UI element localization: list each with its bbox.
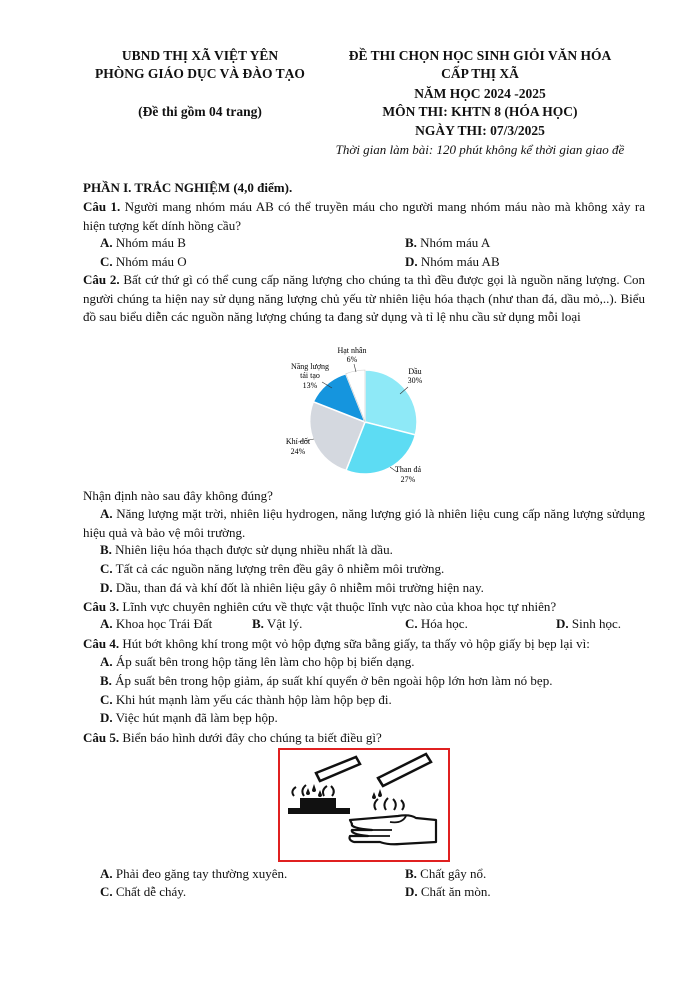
q2-option-d-label: D. bbox=[100, 580, 113, 595]
corrosive-icon bbox=[280, 750, 448, 860]
q3-option-b-text: Vật lý. bbox=[263, 616, 303, 631]
q5-option-b-text: Chất gây nổ. bbox=[416, 866, 487, 881]
question-3-number: Câu 3. bbox=[83, 599, 120, 614]
question-4-number: Câu 4. bbox=[83, 636, 120, 651]
question-2-text: Bất cứ thứ gì có thể cung cấp năng lượng cho chúng ta thì đều được gọi là nguồn năng lượng. Con người chúng ta hiện nay sử dụng năng lượng chủ yếu từ nhiên liệu hóa thạch (như than đá, dầu mỏ,..). Biểu đồ sau biểu diễn các nguồn năng lượng chúng ta đang sử dụng và tỉ lệ nhu cầu sử dụng mỗi loại bbox=[83, 272, 645, 324]
label-nltt-line1: Năng lượng bbox=[290, 362, 330, 371]
q5-option-a-text: Phải đeo găng tay thường xuyên. bbox=[112, 866, 288, 881]
label-than-da: Than đá bbox=[395, 465, 421, 474]
energy-pie-chart bbox=[270, 342, 440, 490]
header-right-line5: NGÀY THI: 07/3/2025 bbox=[415, 123, 545, 138]
question-5 bbox=[83, 729, 645, 748]
q4-option-d-text: Việc hút mạnh đã làm bẹp hộp. bbox=[112, 710, 278, 725]
q1-option-c-label: C. bbox=[100, 254, 113, 269]
q5-option-d-text: Chất ăn mòn. bbox=[417, 884, 491, 899]
q3-option-d-text: Sinh học. bbox=[568, 616, 622, 631]
question-5-number: Câu 5. bbox=[83, 730, 120, 745]
question-2-number: Câu 2. bbox=[83, 272, 120, 287]
corrosive-sign bbox=[278, 748, 450, 862]
question-3-text: Lĩnh vực chuyên nghiên cứu về thực vật thuộc lĩnh vực nào của khoa học tự nhiên? bbox=[119, 599, 557, 614]
question-4-text: Hút bớt không khí trong một vỏ hộp đựng sữa bằng giấy, ta thấy vỏ hộp giấy bị bẹp lại vì: bbox=[119, 636, 590, 651]
q4-option-a-label: A. bbox=[100, 654, 113, 669]
q1-option-b-text: Nhóm máu A bbox=[416, 235, 491, 250]
q4-option-b-label: B. bbox=[100, 673, 112, 688]
q3-option-d-label: D. bbox=[556, 616, 569, 631]
q2-option-d[interactable] bbox=[100, 580, 484, 596]
label-nltt-line2: tái tạo bbox=[300, 371, 320, 380]
q2-option-b-text: Nhiên liệu hóa thạch được sử dụng nhiều nhất là dầu. bbox=[111, 542, 393, 557]
label-than-da-pct: 27% bbox=[400, 475, 416, 484]
q3-option-c-label: C. bbox=[405, 616, 418, 631]
q2-option-a-label: A. bbox=[100, 506, 113, 521]
header-right-line3: NĂM HỌC 2024 -2025 bbox=[414, 86, 546, 101]
q4-option-a-text: Áp suất bên trong hộp tăng lên làm cho hộp bị biến dạng. bbox=[112, 654, 415, 669]
q5-option-b-label: B. bbox=[405, 866, 417, 881]
question-1 bbox=[83, 198, 645, 235]
label-hat-nhan: Hạt nhân bbox=[337, 346, 367, 355]
label-khi-dot: Khí đốt bbox=[285, 437, 311, 446]
label-hat-nhan-pct: 6% bbox=[346, 355, 358, 364]
q5-option-c[interactable] bbox=[100, 884, 186, 900]
label-dau-pct: 30% bbox=[407, 376, 423, 385]
q4-option-d-label: D. bbox=[100, 710, 113, 725]
q3-option-c-text: Hóa học. bbox=[417, 616, 468, 631]
header-time-note: Thời gian làm bài: 120 phút không kể thời gian giao đề bbox=[335, 142, 625, 157]
q1-option-d[interactable] bbox=[405, 254, 500, 270]
q5-option-a[interactable] bbox=[100, 866, 287, 882]
header-right-line4: MÔN THI: KHTN 8 (HÓA HỌC) bbox=[382, 104, 578, 119]
q1-option-a-label: A. bbox=[100, 235, 113, 250]
header-left-line2: PHÒNG GIÁO DỤC VÀ ĐÀO TẠO bbox=[95, 66, 305, 81]
question-2-prompt: Nhận định nào sau đây không đúng? bbox=[83, 488, 273, 503]
q5-option-c-label: C. bbox=[100, 884, 113, 899]
question-3 bbox=[83, 598, 645, 617]
q4-option-b[interactable] bbox=[100, 673, 552, 689]
q5-option-b[interactable] bbox=[405, 866, 486, 882]
q3-option-b-label: B. bbox=[252, 616, 264, 631]
q4-option-c-label: C. bbox=[100, 692, 113, 707]
question-4 bbox=[83, 635, 645, 654]
header-right-line1: ĐỀ THI CHỌN HỌC SINH GIỎI VĂN HÓA bbox=[348, 48, 612, 63]
q4-option-b-text: Áp suất bên trong hộp giảm, áp suất khí quyển ở bên ngoài hộp lớn hơn làm nó bẹp. bbox=[111, 673, 553, 688]
q3-option-a[interactable] bbox=[100, 616, 212, 632]
section-title: PHẦN I. TRẮC NGHIỆM (4,0 điểm). bbox=[83, 180, 293, 195]
header-left-note: (Đề thi gồm 04 trang) bbox=[138, 104, 262, 119]
q1-option-b[interactable] bbox=[405, 235, 490, 251]
q4-option-c[interactable] bbox=[100, 692, 392, 708]
q1-option-a[interactable] bbox=[100, 235, 186, 251]
q1-option-a-text: Nhóm máu B bbox=[112, 235, 186, 250]
q1-option-d-text: Nhóm máu AB bbox=[417, 254, 500, 269]
q2-option-d-text: Dầu, than đá và khí đốt là nhiên liệu gây ô nhiễm môi trường hiện nay. bbox=[112, 580, 484, 595]
q1-option-d-label: D. bbox=[405, 254, 418, 269]
q5-option-d[interactable] bbox=[405, 884, 491, 900]
header-left-line1: UBND THỊ XÃ VIỆT YÊN bbox=[121, 48, 279, 63]
q2-option-b-label: B. bbox=[100, 542, 112, 557]
q2-option-a[interactable] bbox=[83, 505, 645, 542]
q1-option-b-label: B. bbox=[405, 235, 417, 250]
q2-option-c-text: Tất cả các nguồn năng lượng trên đều gây ô nhiễm môi trường. bbox=[112, 561, 445, 576]
q5-option-c-text: Chất dễ cháy. bbox=[112, 884, 187, 899]
q3-option-d[interactable] bbox=[556, 616, 621, 632]
q1-option-c-text: Nhóm máu O bbox=[112, 254, 187, 269]
question-1-number: Câu 1. bbox=[83, 199, 121, 214]
q2-option-b[interactable] bbox=[100, 542, 393, 558]
label-dau: Dầu bbox=[408, 367, 422, 376]
q4-option-d[interactable] bbox=[100, 710, 278, 726]
q3-option-a-label: A. bbox=[100, 616, 113, 631]
question-5-text: Biển báo hình dưới đây cho chúng ta biết điều gì? bbox=[119, 730, 382, 745]
q4-option-a[interactable] bbox=[100, 654, 414, 670]
question-2 bbox=[83, 271, 645, 327]
q2-option-c-label: C. bbox=[100, 561, 113, 576]
q3-option-c[interactable] bbox=[405, 616, 468, 632]
q1-option-c[interactable] bbox=[100, 254, 187, 270]
q4-option-c-text: Khi hút mạnh làm yếu các thành hộp làm hộp bẹp đi. bbox=[112, 692, 392, 707]
label-khi-dot-pct: 24% bbox=[290, 447, 306, 456]
header-right-line2: CẤP THỊ XÃ bbox=[441, 66, 519, 81]
q3-option-a-text: Khoa học Trái Đất bbox=[112, 616, 213, 631]
q3-option-b[interactable] bbox=[252, 616, 302, 632]
q2-option-c[interactable] bbox=[100, 561, 444, 577]
question-1-text: Người mang nhóm máu AB có thể truyền máu cho người mang nhóm máu nào mà không xảy ra hiện tượng kết dính hồng cầu? bbox=[83, 199, 645, 233]
q5-option-d-label: D. bbox=[405, 884, 418, 899]
q2-option-a-text: Năng lượng mặt trời, nhiên liệu hydrogen, năng lượng gió là nhiên liệu cung cấp năng lượng sửdụng hiệu quả và bảo vệ môi trường. bbox=[83, 506, 645, 540]
q5-option-a-label: A. bbox=[100, 866, 113, 881]
label-nltt-pct: 13% bbox=[302, 381, 318, 390]
